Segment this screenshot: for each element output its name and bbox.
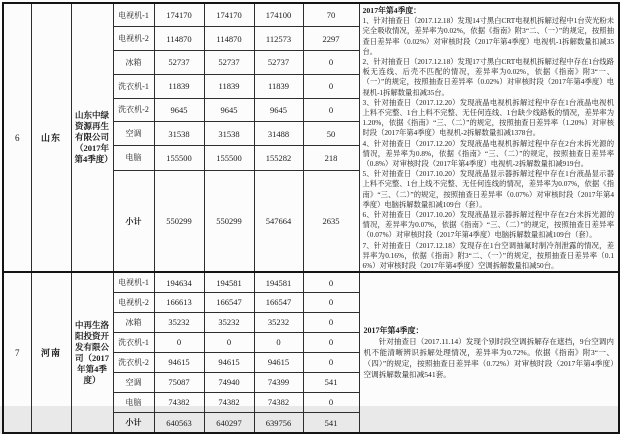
value-cell: 94615 <box>254 352 303 372</box>
value-cell: 2297 <box>303 27 359 51</box>
value-cell: 0 <box>154 332 204 352</box>
seq-cell-6: 6 <box>3 3 31 272</box>
value-cell: 155500 <box>204 146 254 171</box>
subtotal-value: 547664 <box>254 170 303 272</box>
value-cell: 114870 <box>204 27 254 51</box>
dismantling-audit-table <box>2 2 620 434</box>
product-label: 电视机-1 <box>113 3 154 27</box>
value-cell: 155500 <box>154 146 204 171</box>
value-cell: 0 <box>254 332 303 352</box>
value-cell: 112573 <box>254 27 303 51</box>
value-cell: 194634 <box>154 272 204 292</box>
value-cell: 0 <box>303 312 359 332</box>
value-cell: 114870 <box>154 27 204 51</box>
product-label: 洗衣机-1 <box>113 332 154 352</box>
product-label: 冰箱 <box>113 312 154 332</box>
subtotal-value: 550299 <box>204 170 254 272</box>
product-label: 冰箱 <box>113 51 154 75</box>
product-label: 洗衣机-2 <box>113 352 154 372</box>
value-cell: 0 <box>303 74 359 98</box>
value-cell: 0 <box>303 292 359 312</box>
product-label: 空调 <box>113 122 154 146</box>
note-item: 针对抽查日（2017.11.14）发现个别时段空调拆解存在遮挡，9台空调内机不能清晰辨识拆解处理情况，差异率为0.72%。依据《指南》附3“一、（四）”的规定，按照抽查日差异率（0.72%）对审核时段（2017年第4季度）空调拆解数量扣减541套。 <box>363 337 614 380</box>
value-cell: 74382 <box>204 392 254 412</box>
province-cell-henan: 河南 <box>31 272 71 433</box>
value-cell: 0 <box>303 98 359 122</box>
value-cell: 0 <box>303 272 359 292</box>
value-cell: 166547 <box>254 292 303 312</box>
product-label: 洗衣机-1 <box>113 74 154 98</box>
product-label: 电脑 <box>113 392 154 412</box>
value-cell: 11839 <box>154 74 204 98</box>
product-label: 电视机-2 <box>113 292 154 312</box>
value-cell: 75087 <box>154 372 204 392</box>
province-cell-shandong: 山东 <box>31 3 71 272</box>
value-cell: 0 <box>303 392 359 412</box>
value-cell: 31488 <box>254 122 303 146</box>
product-label: 电视机-2 <box>113 27 154 51</box>
seq-cell-7: 7 <box>3 272 31 433</box>
value-cell: 174100 <box>254 3 303 27</box>
value-cell: 9645 <box>154 98 204 122</box>
value-cell: 74399 <box>254 372 303 392</box>
company-cell-shandong: 山东中绿资源再生有限公司（2017年第4季度） <box>71 3 113 272</box>
value-cell: 52737 <box>154 51 204 75</box>
value-cell: 194581 <box>254 272 303 292</box>
notes-title: 2017年第4季度： <box>362 6 421 15</box>
subtotal-value: 550299 <box>154 170 204 272</box>
value-cell: 218 <box>303 146 359 171</box>
value-cell: 0 <box>204 332 254 352</box>
note-item: 1、针对抽查日（2017.12.18）发现14寸黑白CRT电视机拆解过程中1台荧光粉未完全吸收情况，差异率为0.02%，依据《指南》附3“二、（一）”的规定，按照抽查日差异率（0.02%）对审核时段（2017年第4季度）电视机-1拆解数量扣减35台。 <box>362 16 614 56</box>
value-cell: 31538 <box>204 122 254 146</box>
value-cell: 0 <box>303 51 359 75</box>
note-item: 2、针对抽查日（2017.12.18）发现17寸黑白CRT电视机拆解过程中存在1台线路板无连线、后壳不匹配的情况，差异率为0.02%，依据《指南》附3“一、（一）”的规定，按照抽查日差异率（0.02%）对审核时段（2017年第4季度）电视机-1拆解数量扣减35台。 <box>362 57 614 97</box>
value-cell: 11839 <box>204 74 254 98</box>
value-cell: 35232 <box>254 312 303 332</box>
subtotal-value: 541 <box>303 412 359 433</box>
value-cell: 94615 <box>154 352 204 372</box>
value-cell: 194581 <box>204 272 254 292</box>
value-cell: 541 <box>303 372 359 392</box>
value-cell: 174170 <box>154 3 204 27</box>
value-cell: 166547 <box>204 292 254 312</box>
note-item: 7、针对抽查日（2017.12.18）发现存在1台空调抽氟时制冷剂泄露的情况，差异率为0.16%，依据《指南》附3“二、（一）”的规定，按照抽查日差异率（0.16%）对审核时段（2017年第4季度）空调拆解数量扣减50台。 <box>362 240 614 271</box>
value-cell: 11839 <box>254 74 303 98</box>
subtotal-value: 640563 <box>154 412 204 433</box>
value-cell: 74382 <box>254 392 303 412</box>
value-cell: 166613 <box>154 292 204 312</box>
value-cell: 9645 <box>204 98 254 122</box>
value-cell: 31538 <box>154 122 204 146</box>
notes-cell-group7 <box>359 272 619 433</box>
value-cell: 52737 <box>204 51 254 75</box>
note-item: 3、针对抽查日（2017.12.20）发现液晶电视机拆解过程中存在1台液晶电视机上料不完整、1台上料不完整、无任何连线、1台缺少线路板的情况，差异率为1.20%，依据《指南》“三、（二）”的规定，按照抽查日差异率（1.20%）对审核时段（2017年第4季度）电视机-2拆解数量扣减1378台。 <box>362 97 614 138</box>
company-cell-henan: 中再生洛阳投资开发有限公司（2017年第4季度） <box>71 272 113 433</box>
notes-cell-group6 <box>359 3 619 272</box>
value-cell: 174170 <box>204 3 254 27</box>
subtotal-value: 2635 <box>303 170 359 272</box>
subtotal-value: 639756 <box>254 412 303 433</box>
note-item: 4、针对抽查日（2017.12.20）发现液晶电视机拆解过程中存在2台未拆光源的情况，差异率为0.8%，依据《指南》“三、（二）”的规定，按照抽查日差异率（0.8%）对审核时段（2017年第4季度）电视机-2拆解数量扣减919台。 <box>362 138 614 169</box>
product-label: 电视机-1 <box>113 272 154 292</box>
value-cell: 9645 <box>254 98 303 122</box>
value-cell: 94615 <box>204 352 254 372</box>
value-cell: 0 <box>303 352 359 372</box>
product-label: 电脑 <box>113 146 154 171</box>
product-label: 洗衣机-2 <box>113 98 154 122</box>
subtotal-value: 640297 <box>204 412 254 433</box>
value-cell: 74382 <box>154 392 204 412</box>
note-item: 6、针对抽查日（2017.10.20）发现液晶显示器拆解过程中存在2台未拆光源的情况，差异率为0.07%，依据《指南》“三、（二）”的规定，按照抽查日差异率（0.07%）对审核时段（2017年第4季度）电脑拆解数量扣减109台（套）。 <box>362 210 614 240</box>
notes-title: 2017年第4季度： <box>363 326 424 336</box>
note-item: 5、针对抽查日（2017.10.20）发现液晶显示器拆解过程中存在1台液晶显示器上料不完整、1台上线不完整、无任何连线的情况，差异率为0.07%，依据《指南》“三、（二）”的规定，按照抽查日差异率（0.07%）对审核时段（2017年第4季度）电脑拆解数量扣减109台（套）。 <box>362 169 614 209</box>
value-cell: 52737 <box>254 51 303 75</box>
value-cell: 50 <box>303 122 359 146</box>
subtotal-label: 小计 <box>113 412 154 433</box>
product-label: 空调 <box>113 372 154 392</box>
value-cell: 74940 <box>204 372 254 392</box>
value-cell: 70 <box>303 3 359 27</box>
value-cell: 155282 <box>254 146 303 171</box>
value-cell: 35232 <box>154 312 204 332</box>
value-cell: 0 <box>303 332 359 352</box>
value-cell: 35232 <box>204 312 254 332</box>
subtotal-label: 小计 <box>113 170 154 272</box>
